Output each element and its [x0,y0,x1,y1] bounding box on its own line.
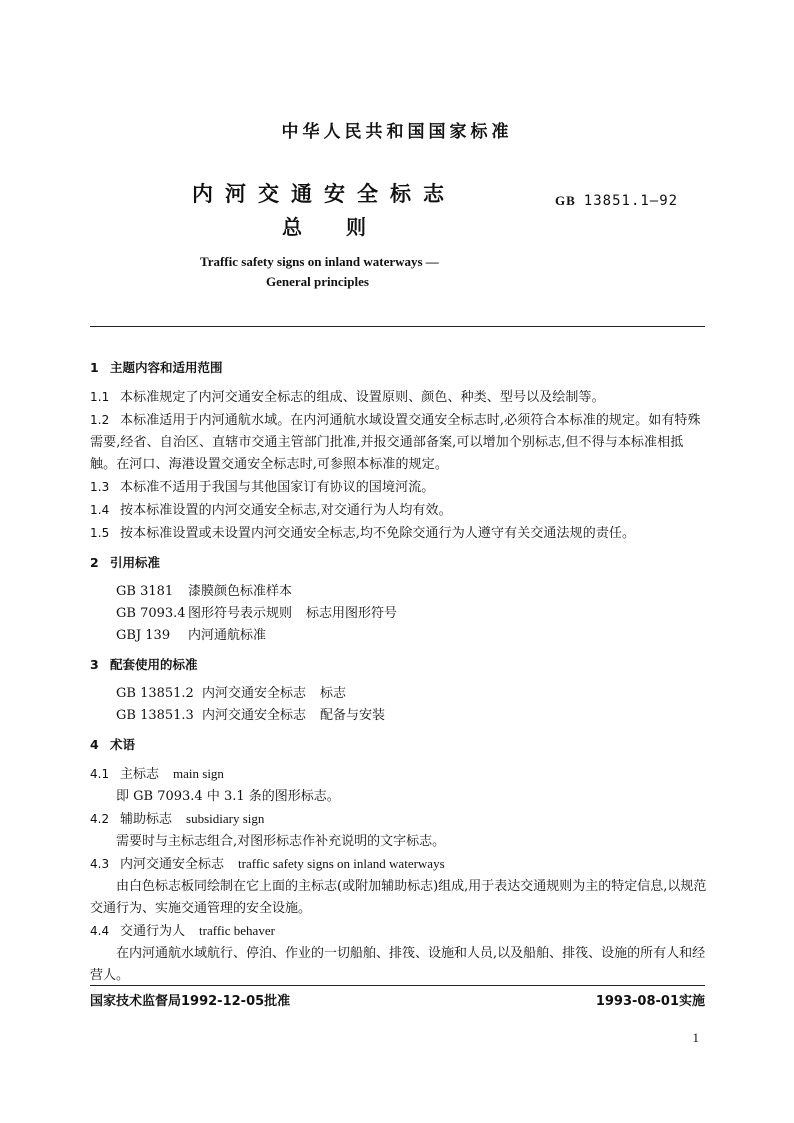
term-name: 内河交通安全标志 [120,857,225,872]
term-english: traffic behaver [199,923,275,938]
reference-item [90,603,707,625]
english-title-line2: General principles [266,274,369,289]
reference-name-2: 标志用图形符号 [306,606,398,621]
clause-number: 1.5 [90,526,110,540]
section-number: 1 [90,360,99,375]
reference-item [90,581,707,603]
term-name: 交通行为人 [120,924,186,939]
clause-text: 按本标准设置或未设置内河交通安全标志,均不免除交通行为人遵守有关交通法规的责任。 [120,526,636,541]
section-number: 3 [90,657,99,672]
page-number: 1 [692,1030,699,1045]
term-definition: 需要时与主标志组合,对图形标志作补充说明的文字标志。 [116,834,446,849]
term-english: traffic safety signs on inland waterways [238,856,445,871]
standard-code-prefix: GB [555,193,576,208]
reference-name: 图形符号表示规则 [188,606,293,621]
section-heading [90,552,707,574]
clause [90,476,707,499]
reference-name: 漆膜颜色标准样本 [188,584,293,599]
reference-item [90,683,707,705]
section-title: 引用标准 [110,555,161,570]
term-number: 4.1 [90,767,110,781]
reference-name: 内河交通安全标志 [202,686,307,701]
term-entry [90,853,707,876]
section-number: 4 [90,737,99,752]
term-definition: 由白色标志板同绘制在它上面的主标志(或附加辅助标志)组成,用于表达交通规则为主的特定信息,以规范交通行为、实施交通管理的安全设施。 [90,879,707,916]
clause-number: 1.2 [90,413,110,427]
term-definition: 即 GB 7093.4 中 3.1 条的图形标志。 [116,789,340,804]
reference-code: GB 13851.2 [116,686,194,701]
document-subtitle: 总则 [282,215,410,239]
footer-divider [90,985,705,986]
clause [90,386,707,409]
header-divider [90,326,705,327]
section-title: 术语 [110,737,136,752]
reference-name: 内河通航标准 [188,628,267,643]
term-number: 4.3 [90,857,110,871]
clause-number: 1.1 [90,390,110,404]
term-definition: 在内河通航水域航行、停泊、作业的一切船舶、排筏、设施和人员,以及船舶、排筏、设施的所有人和经营人。 [90,946,706,983]
clause-text: 本标准规定了内河交通安全标志的组成、设置原则、颜色、种类、型号以及绘制等。 [120,390,605,405]
reference-code: GB 3181 [116,584,174,599]
clause-text: 本标准适用于内河通航水域。在内河通航水域设置交通安全标志时,必须符合本标准的规定。如有特殊需要,经省、自治区、直辖市交通主管部门批准,并报交通部备案,可以增加个别标志,但不得与本标准相抵触。在河口、海港设置交通安全标志时,可参照本标准的规定。 [90,413,701,472]
reference-item [90,705,707,727]
reference-name-2: 配备与安装 [320,708,386,723]
term-english: subsidiary sign [186,811,265,826]
approval-date: 国家技术监督局1992-12-05批准 [90,994,291,1009]
term-name: 辅助标志 [120,812,173,827]
section-heading [90,654,707,676]
clause-number: 1.3 [90,480,110,494]
clause-text: 本标准不适用于我国与其他国家订有协议的国境河流。 [120,480,435,495]
term-number: 4.4 [90,924,110,938]
section-number: 2 [90,555,99,570]
standard-code-number: 13851.1—92 [583,193,679,209]
term-entry [90,920,707,943]
document-body [90,350,707,987]
english-title-line1: Traffic safety signs on inland waterways — [200,254,439,269]
section-title: 配套使用的标准 [110,657,198,672]
document-title: 内河交通安全标志 [192,182,456,206]
clause-number: 1.4 [90,503,110,517]
reference-item [90,625,707,647]
term-number: 4.2 [90,812,110,826]
section-title: 主题内容和适用范围 [110,360,223,375]
term-english: main sign [173,766,224,781]
national-standard-heading: 中华人民共和国国家标准 [281,122,513,142]
section-heading [90,357,707,379]
term-entry [90,808,707,831]
reference-code: GB 13851.3 [116,708,194,723]
reference-name-2: 标志 [320,686,347,701]
term-name: 主标志 [120,767,160,782]
standard-code [555,193,678,209]
clause [90,522,707,545]
effective-date: 1993-08-01实施 [595,994,705,1009]
section-heading [90,734,707,756]
reference-name: 内河交通安全标志 [202,708,307,723]
reference-code: GBJ 139 [116,628,171,643]
clause [90,499,707,522]
clause [90,409,707,476]
term-entry [90,763,707,786]
clause-text: 按本标准设置的内河交通安全标志,对交通行为人均有效。 [120,503,452,518]
reference-code: GB 7093.4 [116,606,186,621]
